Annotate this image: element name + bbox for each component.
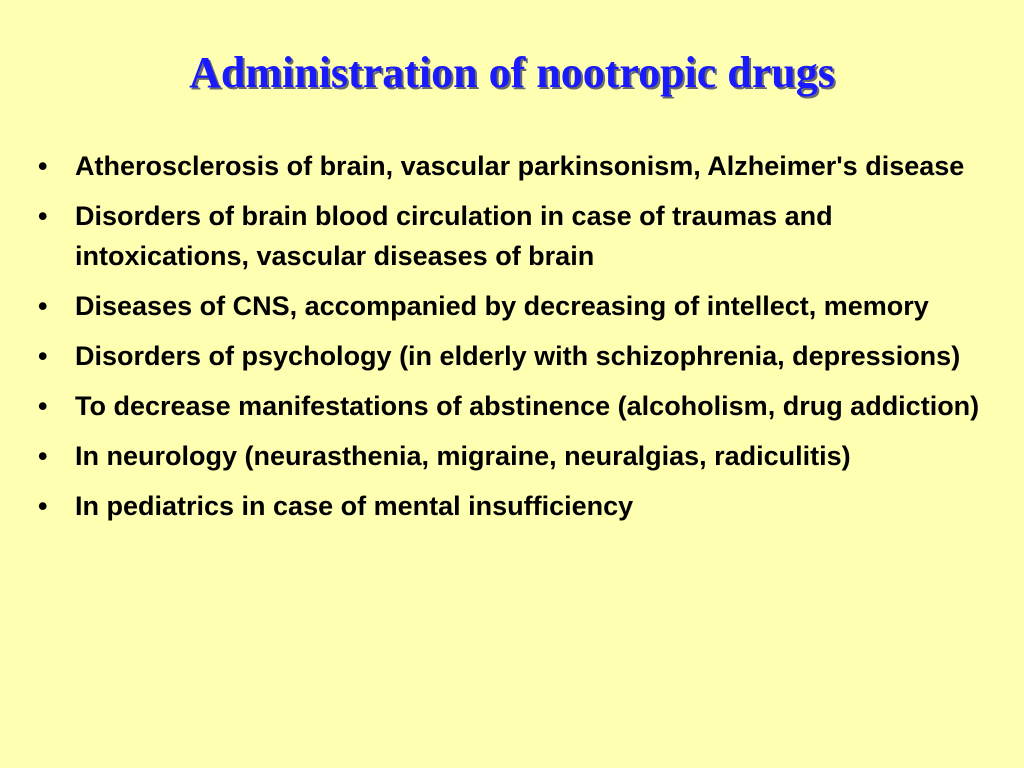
bullet-text: In neurology (neurasthenia, migraine, neuralgias, radiculitis): [75, 441, 851, 471]
bullet-text: In pediatrics in case of mental insufficiency: [75, 491, 634, 521]
bullet-icon: •: [38, 491, 48, 521]
bullet-text: Atherosclerosis of brain, vascular parkinsonism, Alzheimer's disease: [75, 151, 965, 181]
bullet-item-psychology-disorders: [33, 336, 993, 376]
bullet-text: Diseases of CNS, accompanied by decreasing of intellect, memory: [75, 291, 929, 321]
bullet-list: [33, 146, 993, 536]
bullet-item-abstinence: [33, 386, 993, 426]
bullet-item-neurology: [33, 436, 993, 476]
bullet-text: To decrease manifestations of abstinence (alcoholism, drug addiction): [75, 391, 980, 421]
bullet-icon: •: [38, 201, 48, 231]
bullet-icon: •: [38, 441, 48, 471]
bullet-item-pediatrics: [33, 486, 993, 526]
bullet-item-cns-diseases: [33, 286, 993, 326]
slide-title: Administration of nootropic drugs: [189, 48, 835, 97]
bullet-item-circulation-disorders: [33, 196, 993, 276]
bullet-item-atherosclerosis: [33, 146, 993, 186]
bullet-text: Disorders of brain blood circulation in case of traumas and intoxications, vascular diseases of brain: [75, 201, 833, 271]
bullet-text: Disorders of psychology (in elderly with schizophrenia, depressions): [75, 341, 961, 371]
bullet-icon: •: [38, 291, 48, 321]
bullet-icon: •: [38, 391, 48, 421]
bullet-icon: •: [38, 151, 48, 181]
bullet-icon: •: [38, 341, 48, 371]
